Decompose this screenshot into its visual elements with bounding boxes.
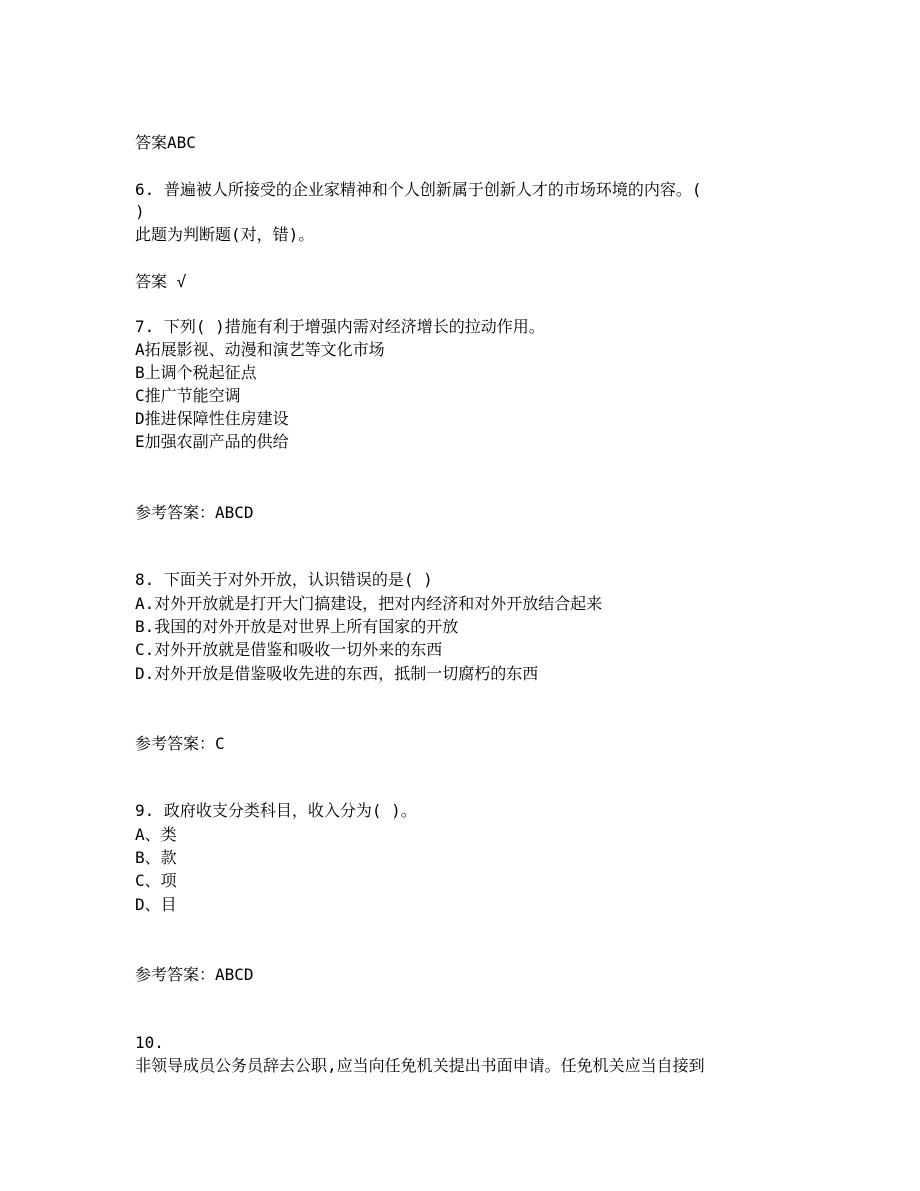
q8-option-b: B.我国的对外开放是对世界上所有国家的开放 [135, 617, 459, 636]
q6-answer: 答案 √ [135, 272, 187, 291]
q5-answer: 答案ABC [135, 133, 196, 152]
q6-question-line1: 6. 普遍被人所接受的企业家精神和个人创新属于创新人才的市场环境的内容。( [135, 180, 702, 199]
q8-option-d: D.对外开放是借鉴吸收先进的东西，抵制一切腐朽的东西 [135, 664, 539, 683]
q7-question: 7. 下列( )措施有利于增强内需对经济增长的拉动作用。 [135, 317, 545, 336]
q6-type-note: 此题为判断题(对，错)。 [135, 225, 315, 244]
q6-question-line2: ) [135, 202, 145, 221]
q9-option-b: B、款 [135, 848, 177, 867]
q10-question-line1: 非领导成员公务员辞去公职,应当向任免机关提出书面申请。任免机关应当自接到 [135, 1056, 705, 1075]
q7-option-b: B上调个税起征点 [135, 363, 257, 382]
q9-option-c: C、项 [135, 871, 177, 890]
q7-option-d: D推进保障性住房建设 [135, 409, 289, 428]
q9-answer: 参考答案：ABCD [135, 965, 254, 984]
q9-question: 9. 政府收支分类科目，收入分为( )。 [135, 801, 417, 820]
q7-answer: 参考答案：ABCD [135, 503, 254, 522]
q8-option-c: C.对外开放就是借鉴和吸收一切外来的东西 [135, 640, 443, 659]
q9-option-d: D、目 [135, 895, 177, 914]
q8-option-a: A.对外开放就是打开大门搞建设，把对内经济和对外开放结合起来 [135, 594, 603, 613]
q8-question: 8. 下面关于对外开放，认识错误的是( ) [135, 570, 433, 589]
q7-option-e: E加强农副产品的供给 [135, 432, 289, 451]
q7-option-a: A拓展影视、动漫和演艺等文化市场 [135, 340, 385, 359]
q8-answer: 参考答案：C [135, 734, 225, 753]
q7-option-c: C推广节能空调 [135, 386, 241, 405]
q10-number: 10. [135, 1033, 164, 1052]
q9-option-a: A、类 [135, 825, 177, 844]
